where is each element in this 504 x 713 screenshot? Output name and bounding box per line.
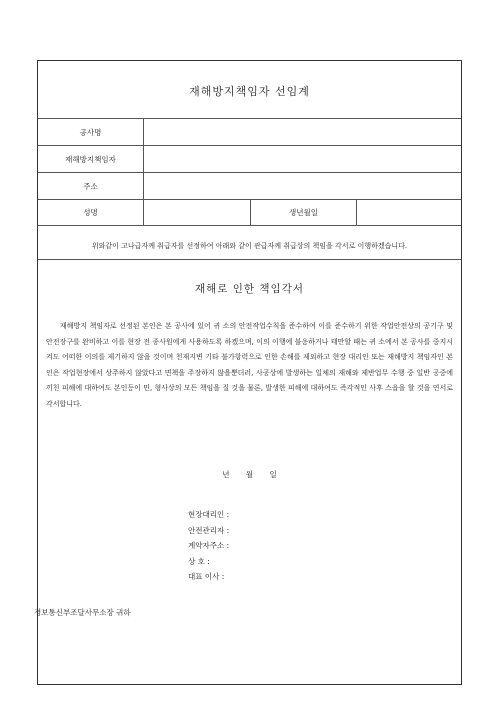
pledge-date: 년 월 일 (222, 470, 277, 479)
label-safety-officer: 재해방지책임자 (38, 146, 144, 172)
label-address: 주소 (38, 173, 144, 199)
signature-ceo: 대표 이사 : (188, 572, 225, 581)
value-safety-officer[interactable] (144, 146, 461, 172)
value-birthdate[interactable] (357, 200, 461, 225)
row-name-birthdate (38, 199, 461, 226)
signature-block (188, 507, 229, 585)
label-birthdate: 생년월일 (250, 200, 357, 225)
row-project-name (38, 118, 461, 145)
signature-site-agent: 현장대리인 : (188, 510, 230, 519)
info-table (38, 118, 461, 226)
pledge-body: 재해방지 책임자로 선정된 본인은 본 공사에 있어 귀 소의 안전작업수칙을 준수하여 이를 준수하기 위한 작업안전상의 공기구 및 안전장구를 완비하고 이를 현장 전 종사원에게 사용하도록 하겠으며, 이의 이행에 불응하거나 태만할 때는 귀 소에서 본 공사를 중지시켜도 어떠한 이의를 제기하지 않을 것이며 천재지변 기타 불가항력으로 인한 손해를 제외하고 현장 대리인 또는 재해방지 책임자인 본인은 작업현장에서 상주하지 않았다고 면책을 주장하지 않을뿐더러, 사공상에 발생하는 일체의 재해와 제반업무 수행 중 일반 공중에 끼친 피해에 대하여도 본인등이 민, 형사상의 모든 책임을 질 것을 물론, 발생한 피해에 대하여도 즉각적인 사후 스읍을 할 것을 연서로 각서합니다. (46, 322, 453, 408)
notice-text: 위와같이 고나급자께 취급자를 선정하여 아래와 같이 관급자께 취급상의 책임을 각서로 이행하겠습니다. (38, 233, 461, 260)
row-safety-officer (38, 145, 461, 172)
signature-company-name: 상 호 : (188, 556, 210, 566)
label-project-name: 공사명 (38, 119, 144, 145)
form-frame (34, 60, 462, 685)
pledge-title: 재해로 인한 책임각서 (195, 283, 304, 295)
value-address[interactable] (144, 173, 461, 199)
signature-contractor-address: 계약자주소 : (188, 541, 230, 550)
addressee: 경보통신부조달사무소장 귀하 (34, 608, 131, 617)
signature-safety-manager: 안전관리자 : (188, 525, 230, 535)
value-project-name[interactable] (144, 119, 461, 145)
value-name[interactable] (144, 200, 250, 225)
form-title: 재해방지책임자 선임계 (189, 85, 310, 98)
row-address (38, 172, 461, 199)
label-name: 성명 (38, 200, 144, 225)
